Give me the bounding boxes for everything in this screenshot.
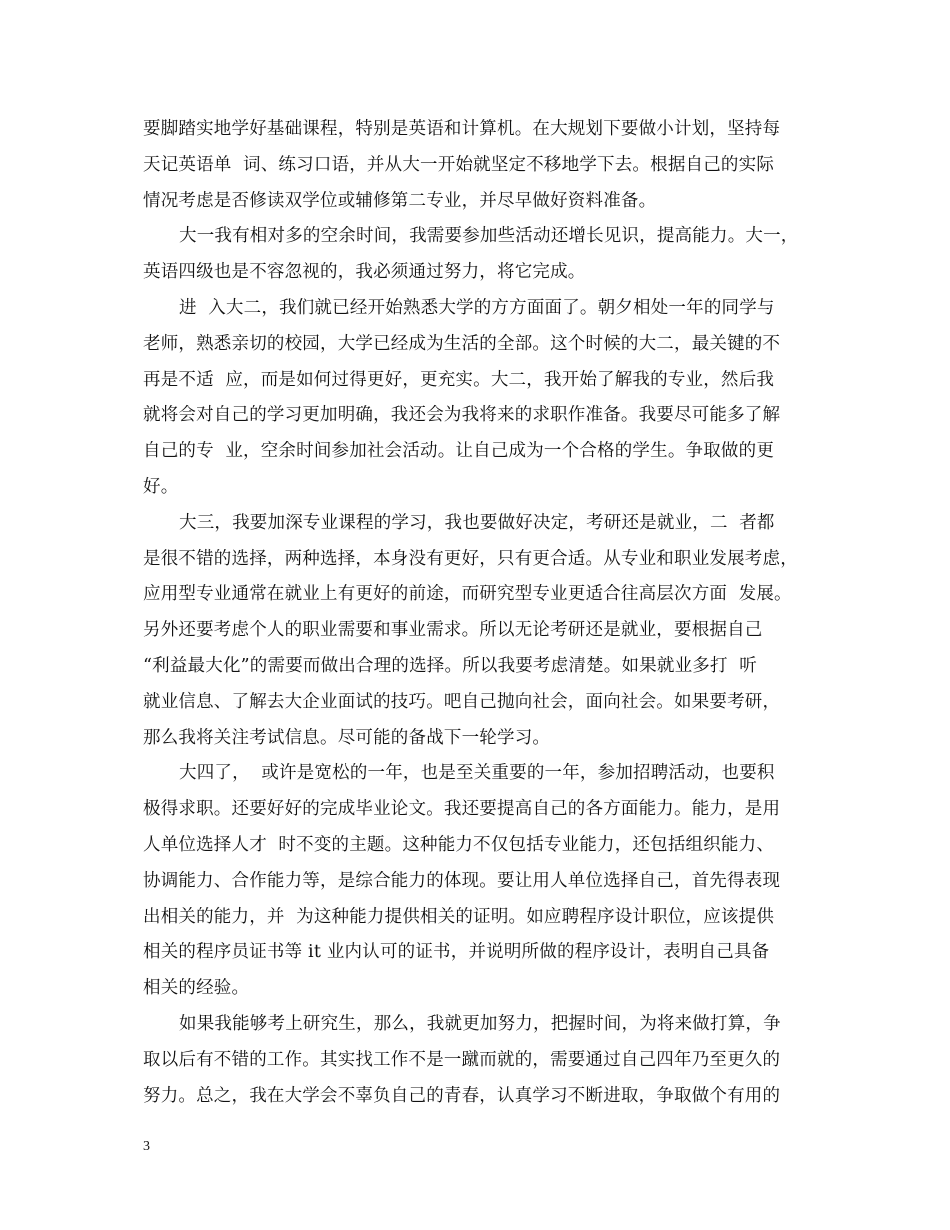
text-line: 就将会对自己的学习更加明确，我还会为我将来的求职作准备。我要尽可能多了解 — [143, 405, 781, 426]
text-line: 就业信息、了解去大企业面试的技巧。吧自己抛向社会，面向社会。如果要考研， — [143, 691, 781, 712]
page-number: 3 — [143, 1139, 150, 1154]
text-line: 出相关的能力，并 为这种能力提供相关的证明。如应聘程序设计职位，应该提供 — [143, 906, 775, 927]
paragraph-first-line: 大三，我要加深专业课程的学习，我也要做好决定，考研还是就业，二 者都 — [179, 512, 775, 533]
text-line: 人单位选择人才 时不变的主题。这种能力不仅包括专业能力，还包括组织能力、 — [143, 834, 775, 855]
paragraph-first-line: 大四了， 或许是宽松的一年，也是至关重要的一年，参加招聘活动，也要积 — [179, 763, 775, 784]
text-line: 协调能力、合作能力等，是综合能力的体现。要让用人单位选择自己，首先得表现 — [143, 870, 781, 891]
paragraph-first-line: 大一我有相对多的空余时间，我需要参加些活动还增长见识，提高能力。大一， — [179, 226, 799, 247]
text-line: 极得求职。还要好好的完成毕业论文。我还要提高自己的各方面能力。能力，是用 — [143, 799, 781, 820]
text-line: 相关的经验。 — [143, 978, 250, 999]
text-line: 取以后有不错的工作。其实找工作不是一蹴而就的，需要通过自己四年乃至更久的 — [143, 1049, 781, 1070]
text-line: 是很不错的选择，两种选择，本身没有更好，只有更合适。从专业和职业发展考虑， — [143, 548, 798, 569]
text-line: 应用型专业通常在就业上有更好的前途，而研究型专业更适合往高层次方面 发展。 — [143, 584, 792, 605]
text-line: 老师，熟悉亲切的校园，大学已经成为生活的全部。这个时候的大二，最关键的不 — [143, 333, 781, 354]
text-line: 努力。总之，我在大学会不辜负自己的青春，认真学习不断进取，争取做个有用的 — [143, 1085, 781, 1106]
paragraph-first-line: 进 入大二，我们就已经开始熟悉大学的方方面面了。朝夕相处一年的同学与 — [179, 297, 775, 318]
text-line: 那么我将关注考试信息。尽可能的备战下一轮学习。 — [143, 727, 551, 748]
text-line: 再是不适 应，而是如何过得更好，更充实。大二，我开始了解我的专业，然后我 — [143, 369, 775, 390]
text-line: 英语四级也是不容忽视的，我必须通过努力，将它完成。 — [143, 262, 586, 283]
text-line: 天记英语单 词、练习口语，并从大一开始就坚定不移地学下去。根据自己的实际 — [143, 154, 775, 175]
text-line: 情况考虑是否修读双学位或辅修第二专业，并尽早做好资料准备。 — [143, 190, 657, 211]
text-line: “利益最大化”的需要而做出合理的选择。所以我要考虑清楚。如果就业多打 听 — [143, 655, 757, 676]
text-line: 另外还要考虑个人的职业需要和事业需求。所以无论考研还是就业，要根据自己 — [143, 620, 763, 641]
text-line: 好。 — [143, 476, 179, 497]
text-line: 相关的程序员证书等 it 业内认可的证书，并说明所做的程序设计，表明自己具备 — [143, 942, 770, 963]
body-text — [143, 112, 823, 1114]
text-line: 自己的专 业，空余时间参加社会活动。让自己成为一个合格的学生。争取做的更 — [143, 441, 775, 462]
paragraph-first-line: 如果我能够考上研究生，那么，我就更加努力，把握时间，为将来做打算，争 — [179, 1013, 781, 1034]
text-line: 要脚踏实地学好基础课程，特别是英语和计算机。在大规划下要做小计划，坚持每 — [143, 119, 781, 139]
